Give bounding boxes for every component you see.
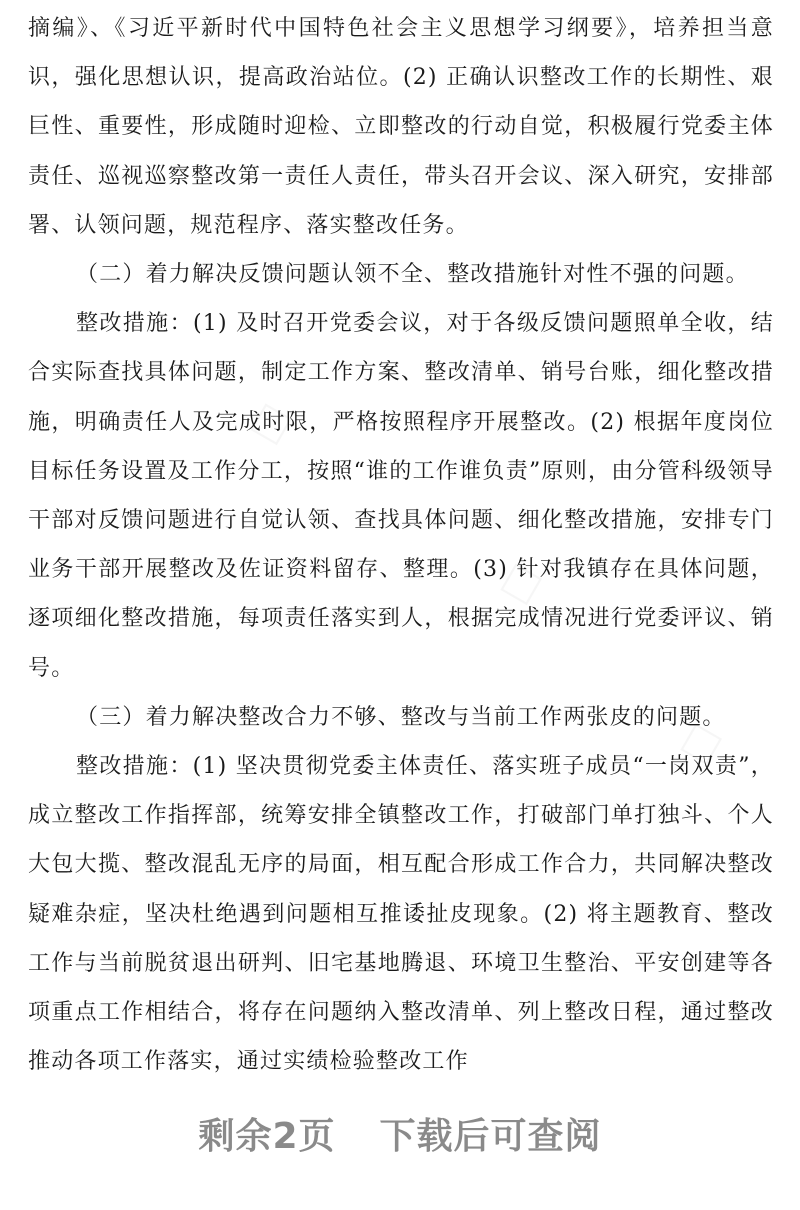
paragraph-measures-2: 整改措施：(1) 及时召开党委会议，对于各级反馈问题照单全收，结合实际查找具体问题，制定工作方案、整改清单、销号台账，细化整改措施，明确责任人及完成时限，严格按照程序开展整改。(2) 根据年度岗位目标任务设置及工作分工，按照“谁的工作谁负责”原则，由分管科级领导干部对反馈问题进行自觉认领、查找具体问题、细化整改措施，安排专门业务干部开展整改及佐证资料留存、整理。(3) 针对我镇存在具体问题，逐项细化整改措施，每项责任落实到人，根据完成情况进行党委评议、销号。	[28, 311, 774, 681]
download-hint-label: 下载后可查阅	[379, 1116, 602, 1157]
paragraph-measures-3: 整改措施：(1) 坚决贯彻党委主体责任、落实班子成员“一岗双责”，成立整改工作指挥部，统筹安排全镇整改工作，打破部门单打独斗、个人大包大揽、整改混乱无序的局面，相互配合形成工作合力，共同解决整改疑难杂症，坚决杜绝遇到问题相互推诿扯皮现象。(2) 将主题教育、整改工作与当前脱贫退出研判、旧宅基地腾退、环境卫生整治、平安创建等各项重点工作相结合，将存在问题纳入整改清单、列上整改日程，通过整改推动各项工作落实，通过实绩检验整改工作	[28, 754, 774, 1075]
document-body	[28, 4, 774, 1086]
section-heading-3: （三）着力解决整改合力不够、整改与当前工作两张皮的问题。	[76, 704, 726, 730]
paragraph-continuation: 摘编》、《习近平新时代中国特色社会主义思想学习纲要》，培养担当意识，强化思想认识，提高政治站位。(2) 正确认识整改工作的长期性、艰巨性、重要性，形成随时迎检、立即整改的行动自觉，积极履行党委主体责任、巡视巡察整改第一责任人责任，带头召开会议、深入研究，安排部署、认领问题，规范程序、落实整改任务。	[28, 16, 774, 238]
remaining-pages-label: 剩余2页	[198, 1116, 336, 1157]
download-banner[interactable]	[0, 1108, 800, 1159]
section-heading-2: （二）着力解决反馈问题认领不全、整改措施针对性不强的问题。	[76, 262, 749, 288]
